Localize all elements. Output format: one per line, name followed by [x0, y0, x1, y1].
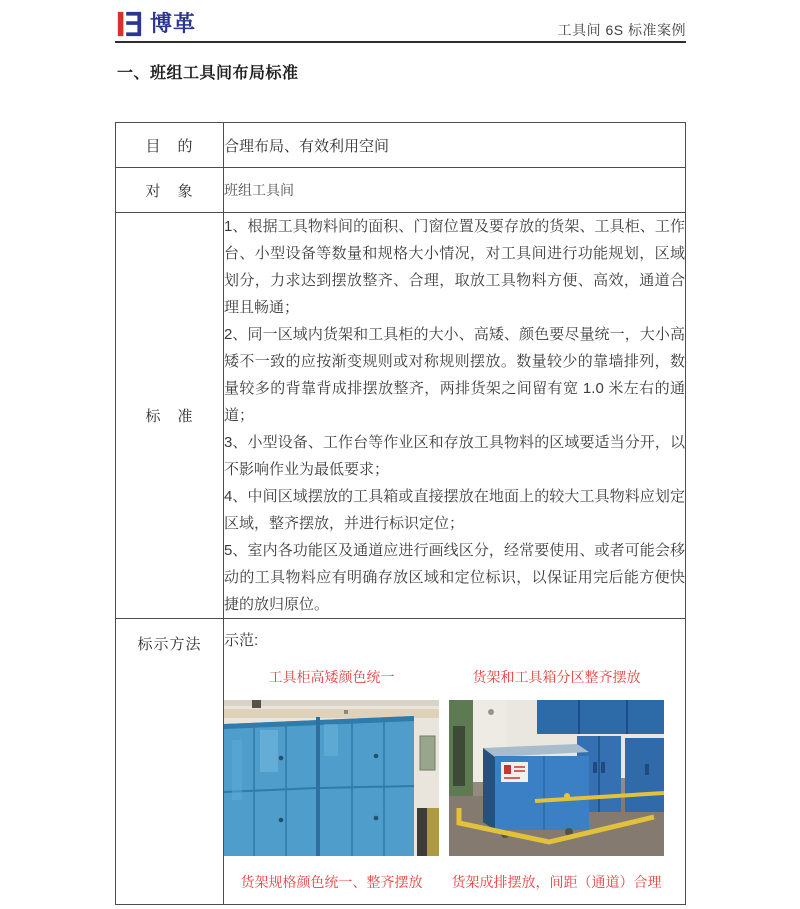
- header-divider: [115, 41, 686, 43]
- marking-method-content: [224, 619, 686, 905]
- demo-photo-right-column: [449, 668, 664, 891]
- caption-shelf-zone: 货架和工具箱分区整齐摆放: [472, 669, 641, 685]
- caption-shelf-color: 货架规格颜色统一、整齐摆放: [240, 874, 423, 890]
- standard-item-2: 2、同一区域内货架和工具柜的大小、高矮、颜色要尽量统一，大小高矮不一致的应按渐变规则或对称规则摆放。数量较少的靠墙排列，数量较多的背靠背成排摆放整齐，两排货架之间留有宽 1.0 米左右的通道；: [224, 326, 685, 424]
- caption-cabinet-uniform: 工具柜高矮颜色统一: [268, 669, 395, 685]
- marking-method-label: 标示方法: [116, 619, 224, 905]
- standard-item-1: 1、根据工具物料间的面积、门窗位置及要存放的货架、工具柜、工作台、小型设备等数量和规格大小情况，对工具间进行功能规划，区域划分，力求达到摆放整齐、合理，取放工具物料方便、高效，通道合理且畅通；: [224, 218, 685, 316]
- standard-item-5: 5、室内各功能区及通道应进行画线区分，经常要使用、或者可能会移动的工具物料应有明确存放区域和定位标识，以保证用完后能方便快捷的放归原位。: [224, 542, 685, 613]
- document-title: 工具间 6S 标准案例: [557, 22, 686, 38]
- standards-table: [115, 122, 686, 905]
- boge-logo-icon: [115, 9, 143, 39]
- table-row-standard: [116, 213, 686, 619]
- purpose-value: 合理布局、有效利用空间: [224, 123, 686, 168]
- caption-shelf-spacing: 货架成排摆放，间距（通道）合理: [451, 874, 662, 890]
- standard-item-3: 3、小型设备、工作台等作业区和存放工具物料的区域要适当分开，以不影响作业为最低要求；: [224, 434, 685, 478]
- tool-cabinet-photo: [224, 700, 439, 856]
- object-label: 对 象: [116, 168, 224, 213]
- demo-label: 示范:: [224, 632, 259, 649]
- standard-label: 标 准: [116, 213, 224, 619]
- standard-content: [224, 213, 686, 619]
- table-row-purpose: [116, 123, 686, 168]
- demo-photos: [224, 668, 685, 891]
- object-value: 班组工具间: [224, 168, 686, 213]
- demo-photo-left-column: [224, 668, 439, 891]
- shelf-row-photo: [449, 700, 664, 856]
- boge-logo: [115, 9, 196, 39]
- purpose-label: 目 的: [116, 123, 224, 168]
- table-row-object: [116, 168, 686, 213]
- section-title: 一、班组工具间布局标准: [117, 65, 299, 82]
- logo-text: 博革: [150, 11, 197, 36]
- table-row-marking-method: [116, 619, 686, 905]
- standard-item-4: 4、中间区域摆放的工具箱或直接摆放在地面上的较大工具物料应划定区域，整齐摆放，并进行标识定位；: [224, 488, 685, 532]
